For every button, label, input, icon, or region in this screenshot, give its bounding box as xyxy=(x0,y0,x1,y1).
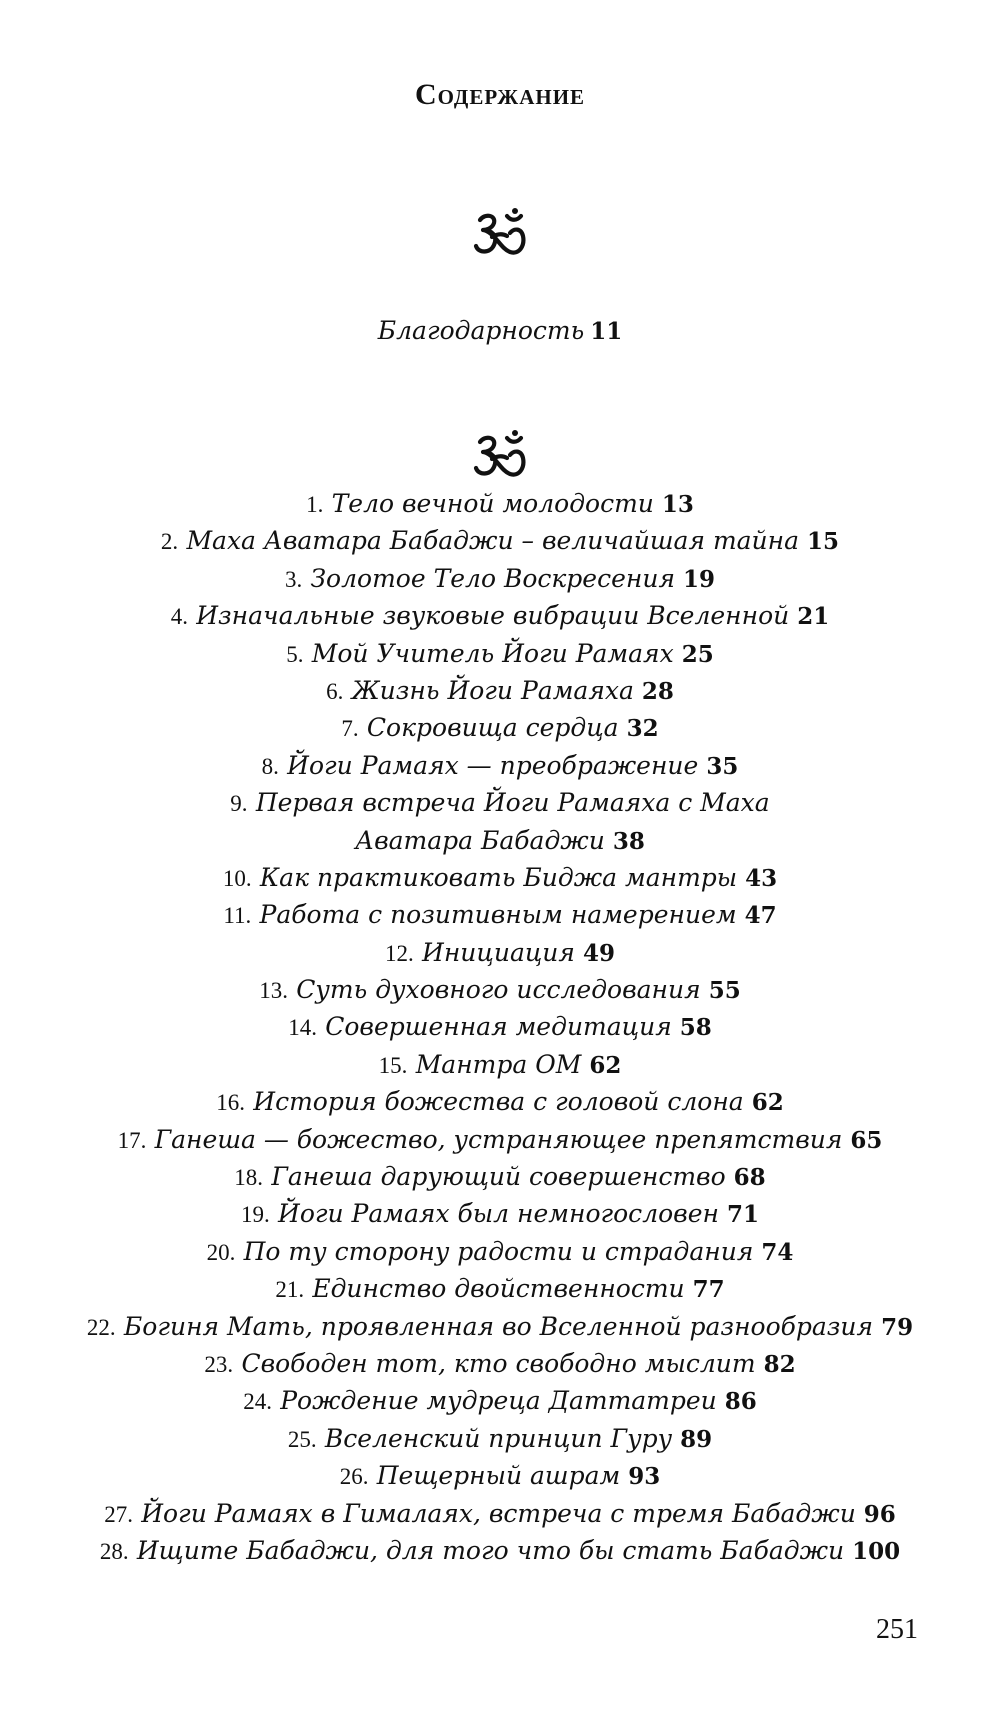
entry-page: 100 xyxy=(852,1537,901,1565)
entry-page: 82 xyxy=(763,1350,796,1378)
toc-entry-5[interactable] xyxy=(0,635,1000,672)
entry-page: 89 xyxy=(680,1425,713,1453)
entry-number: 19. xyxy=(241,1202,270,1228)
entry-number: 24. xyxy=(243,1389,272,1415)
entry-page: 71 xyxy=(726,1201,759,1229)
toc-entry-18[interactable] xyxy=(0,1158,1000,1195)
entry-number: 12. xyxy=(385,940,414,966)
acknowledgement-page: 11 xyxy=(590,318,623,345)
entry-number: 2. xyxy=(160,529,179,555)
entry-title: Ищите Бабаджи, для того что бы стать Бабаджи xyxy=(136,1535,845,1565)
entry-title: Вселенский принцип Гуру xyxy=(324,1423,673,1453)
entry-number: 20. xyxy=(206,1239,236,1265)
acknowledgement-title: Благодарность xyxy=(377,316,585,345)
entry-title: Золотое Тело Воскресения xyxy=(310,563,676,593)
entry-page: 25 xyxy=(681,640,714,668)
entry-number: 4. xyxy=(170,604,188,630)
entry-title: Пещерный ашрам xyxy=(376,1461,621,1491)
entry-title: Совершенная медитация xyxy=(325,1012,672,1042)
entry-number: 22. xyxy=(86,1314,116,1340)
entry-page: 21 xyxy=(797,603,830,631)
toc-entry-12[interactable] xyxy=(0,934,1000,971)
entry-number: 16. xyxy=(216,1090,246,1116)
entry-number: 7. xyxy=(341,716,359,742)
entry-title: Рождение мудреца Даттатреи xyxy=(280,1386,717,1416)
entry-title: Йоги Рамаях был немногословен xyxy=(278,1199,719,1229)
entry-title: Суть духовного исследования xyxy=(296,975,701,1005)
toc-entry-22[interactable] xyxy=(0,1308,1000,1345)
entry-title: Инициация xyxy=(422,937,575,967)
entry-number: 25. xyxy=(287,1426,317,1452)
toc-entry-27[interactable] xyxy=(0,1495,1000,1532)
entry-number: 14. xyxy=(288,1015,317,1041)
entry-page: 93 xyxy=(628,1463,661,1491)
toc-entry-2[interactable] xyxy=(0,522,1000,559)
toc-entry-13[interactable] xyxy=(0,971,1000,1008)
entry-page: 35 xyxy=(706,752,739,780)
entry-page: 96 xyxy=(863,1500,896,1528)
entry-title: Единство двойственности xyxy=(312,1274,685,1304)
toc-entry-10[interactable] xyxy=(0,859,1000,896)
entry-number: 5. xyxy=(286,641,304,667)
entry-page: 43 xyxy=(745,864,778,892)
entry-title: Маха Аватара Бабаджи – величайшая тайна xyxy=(186,526,800,556)
entry-number: 28. xyxy=(99,1538,129,1564)
entry-page: 74 xyxy=(761,1238,794,1266)
entry-title: Работа с позитивным намерением xyxy=(259,900,737,930)
entry-page: 38 xyxy=(612,827,645,855)
entry-number: 17. xyxy=(117,1127,147,1153)
entry-title: По ту сторону радости и страдания xyxy=(243,1236,754,1266)
entry-page: 62 xyxy=(589,1051,622,1079)
entry-title-continued: Аватара Бабаджи xyxy=(355,825,605,855)
entry-title: Тело вечной молодости xyxy=(331,489,654,518)
toc-entry-21[interactable] xyxy=(0,1270,1000,1307)
entry-title: История божества с головой слона xyxy=(253,1087,744,1117)
toc-entry-15[interactable] xyxy=(0,1046,1000,1083)
om-symbol-icon xyxy=(0,430,1000,486)
entry-title: Ганеша дарующий совершенство xyxy=(271,1162,726,1192)
toc-entry-9[interactable] xyxy=(0,784,1000,821)
entry-page: 68 xyxy=(733,1164,766,1192)
toc-entry-28[interactable] xyxy=(0,1532,1000,1569)
entry-title: Мантра ОМ xyxy=(415,1049,582,1079)
entry-title: Как практиковать Биджа мантры xyxy=(259,862,738,892)
entry-number: 9. xyxy=(230,791,248,817)
toc-entry-11[interactable] xyxy=(0,896,1000,933)
toc-entry-14[interactable] xyxy=(0,1008,1000,1045)
toc-entry-7[interactable] xyxy=(0,709,1000,746)
om-symbol-icon xyxy=(0,208,1000,264)
entry-page: 28 xyxy=(641,677,674,705)
toc-entry-4[interactable] xyxy=(0,597,1000,634)
entry-number: 13. xyxy=(259,978,289,1004)
entry-page: 79 xyxy=(881,1313,914,1341)
toc-entry-16[interactable] xyxy=(0,1083,1000,1120)
page-title: Содержание xyxy=(414,78,586,111)
entry-title: Свободен тот, кто свободно мыслит xyxy=(241,1348,756,1378)
toc-entry-23[interactable] xyxy=(0,1345,1000,1382)
entry-title: Ганеша — божество, устраняющее препятствия xyxy=(154,1124,843,1154)
entry-number: 10. xyxy=(222,865,252,891)
entry-title: Первая встреча Йоги Рамаяха с Маха xyxy=(255,788,770,818)
entry-number: 3. xyxy=(284,566,303,592)
entry-title: Сокровища сердца xyxy=(366,713,619,743)
toc-entry-8[interactable] xyxy=(0,747,1000,784)
toc-entry-3[interactable] xyxy=(0,560,1000,597)
entry-title: Мой Учитель Йоги Рамаях xyxy=(311,638,674,668)
entry-page: 49 xyxy=(582,939,615,967)
entry-page: 19 xyxy=(683,565,716,593)
entry-number: 21. xyxy=(275,1277,305,1303)
entry-title: Изначальные звуковые вибрации Вселенной xyxy=(196,601,790,631)
toc-entry-19[interactable] xyxy=(0,1195,1000,1232)
entry-page: 32 xyxy=(626,715,659,743)
toc-entry-9-continued[interactable] xyxy=(0,822,1000,859)
entry-page: 77 xyxy=(692,1276,725,1304)
entry-title: Йоги Рамаях в Гималаях, встреча с тремя Бабаджи xyxy=(141,1498,856,1528)
entry-title: Богиня Мать, проявленная во Вселенной разнообразия xyxy=(123,1311,874,1341)
entry-page: 47 xyxy=(744,902,777,930)
toc-entry-1[interactable] xyxy=(0,485,1000,522)
entry-number: 8. xyxy=(261,753,279,779)
entry-title: Йоги Рамаях — преображение xyxy=(287,750,699,780)
page-number: 251 xyxy=(876,1614,918,1645)
entry-number: 18. xyxy=(234,1165,264,1191)
toc-entry-17[interactable] xyxy=(0,1121,1000,1158)
entry-title: Жизнь Йоги Рамаяха xyxy=(351,675,634,705)
acknowledgement-entry[interactable] xyxy=(0,316,1000,346)
entry-page: 65 xyxy=(850,1126,883,1154)
entry-number: 27. xyxy=(104,1501,133,1527)
entry-page: 58 xyxy=(679,1014,712,1042)
toc-entry-20[interactable] xyxy=(0,1233,1000,1270)
entry-page: 86 xyxy=(724,1388,757,1416)
entry-number: 23. xyxy=(204,1351,234,1377)
entry-number: 26. xyxy=(339,1464,369,1490)
table-of-contents xyxy=(0,485,1000,1569)
entry-page: 55 xyxy=(708,977,741,1005)
entry-page: 15 xyxy=(807,528,840,556)
toc-entry-25[interactable] xyxy=(0,1420,1000,1457)
entry-page: 13 xyxy=(661,491,694,518)
entry-number: 11. xyxy=(223,903,252,929)
toc-entry-6[interactable] xyxy=(0,672,1000,709)
entry-number: 6. xyxy=(326,678,344,704)
entry-number: 15. xyxy=(378,1052,408,1078)
entry-number: 1. xyxy=(306,492,324,517)
entry-page: 62 xyxy=(751,1089,784,1117)
toc-entry-24[interactable] xyxy=(0,1382,1000,1419)
toc-entry-26[interactable] xyxy=(0,1457,1000,1494)
